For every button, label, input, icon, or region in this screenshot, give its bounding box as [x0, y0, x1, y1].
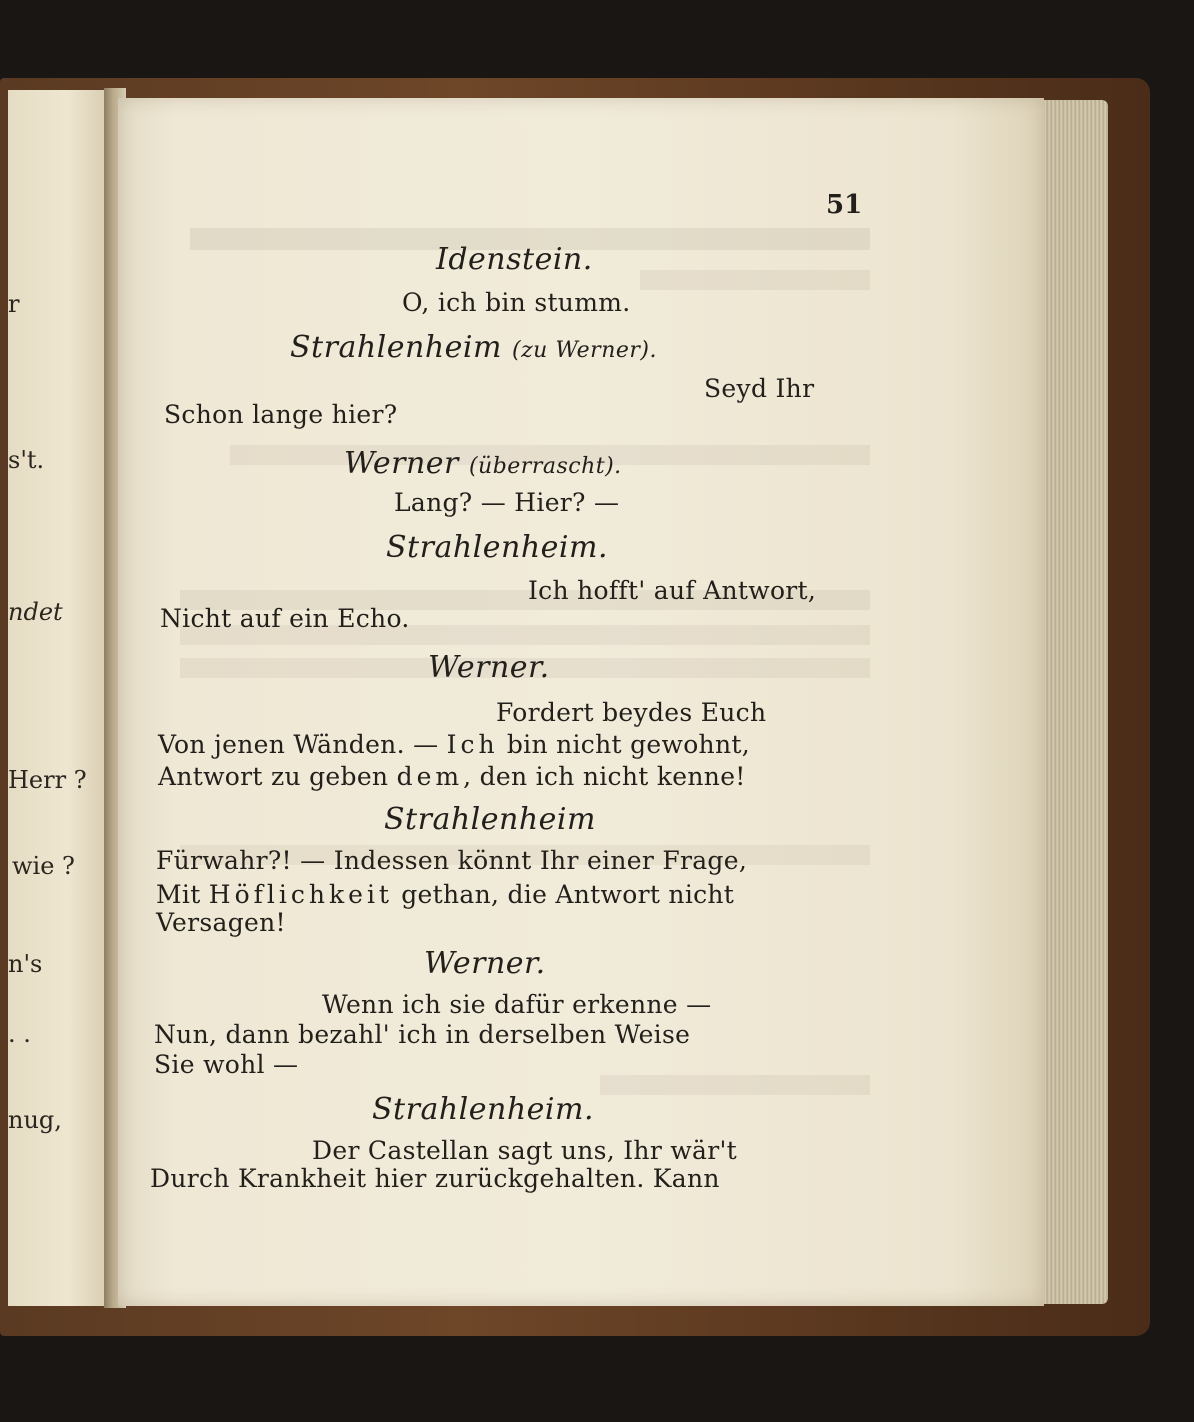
- line-part: Antwort zu geben: [158, 762, 397, 791]
- left-fragment: nug,: [8, 1106, 62, 1134]
- verse-line: Sie wohl —: [154, 1050, 299, 1079]
- verse-line: Fordert beydes Euch: [496, 698, 767, 727]
- stage-direction: (überrascht).: [468, 454, 622, 479]
- verse-line: [158, 730, 750, 759]
- line-part: bin nicht gewohnt,: [498, 730, 750, 759]
- speaker-name: Strahlenheim.: [372, 1092, 594, 1127]
- speaker-heading: [344, 446, 622, 481]
- page-number: 51: [826, 190, 863, 220]
- line-part: Von jenen Wänden. —: [158, 730, 447, 759]
- verse-line: Ich hofft' auf Antwort,: [528, 576, 817, 605]
- emphasis: Ich: [446, 730, 499, 759]
- speaker-name: Werner.: [428, 650, 550, 685]
- line-part: , den ich nicht kenne!: [463, 762, 746, 791]
- left-fragment: wie ?: [12, 852, 75, 880]
- left-fragment: ndet: [8, 598, 63, 626]
- verse-line: [156, 880, 734, 909]
- emphasis: Höflichkeit: [208, 880, 393, 909]
- verse-line: [158, 762, 746, 791]
- verse-line: Seyd Ihr: [704, 374, 815, 403]
- verse-line: Lang? — Hier? —: [394, 488, 620, 517]
- stage-direction: (zu Werner).: [512, 338, 657, 363]
- verse-line: Versagen!: [156, 908, 286, 937]
- line-part: Mit: [156, 880, 209, 909]
- verse-line: Wenn ich sie dafür erkenne —: [322, 990, 712, 1019]
- verse-line: O, ich bin stumm.: [402, 288, 631, 317]
- left-fragment: Herr ?: [8, 766, 87, 794]
- speaker-name: Werner.: [424, 946, 546, 981]
- verse-line: Nun, dann bezahl' ich in derselben Weise: [154, 1020, 691, 1049]
- left-page: [8, 90, 116, 1306]
- verse-line: Nicht auf ein Echo.: [160, 604, 410, 633]
- speaker-name: Strahlenheim: [384, 802, 596, 837]
- verse-line: Der Castellan sagt uns, Ihr wär't: [312, 1136, 737, 1165]
- emphasis: dem: [396, 762, 464, 791]
- verse-line: Fürwahr?! — Indessen könnt Ihr einer Frage,: [156, 846, 748, 875]
- verse-line: Durch Krankheit hier zurückgehalten. Kann: [150, 1164, 720, 1193]
- speaker-name: Idenstein.: [436, 242, 593, 277]
- verse-line: Schon lange hier?: [164, 400, 398, 429]
- line-part: gethan, die Antwort nicht: [392, 880, 735, 909]
- speaker-name: Strahlenheim.: [386, 530, 608, 565]
- speaker-heading: [290, 330, 657, 365]
- left-fragment: n's: [8, 950, 43, 978]
- speaker-name: Werner: [344, 446, 459, 481]
- page-edges: [1040, 100, 1108, 1304]
- speaker-name: Strahlenheim: [290, 330, 502, 365]
- left-fragment: r: [8, 290, 20, 318]
- left-fragment: s't.: [8, 446, 45, 474]
- left-fragment: . .: [8, 1020, 31, 1048]
